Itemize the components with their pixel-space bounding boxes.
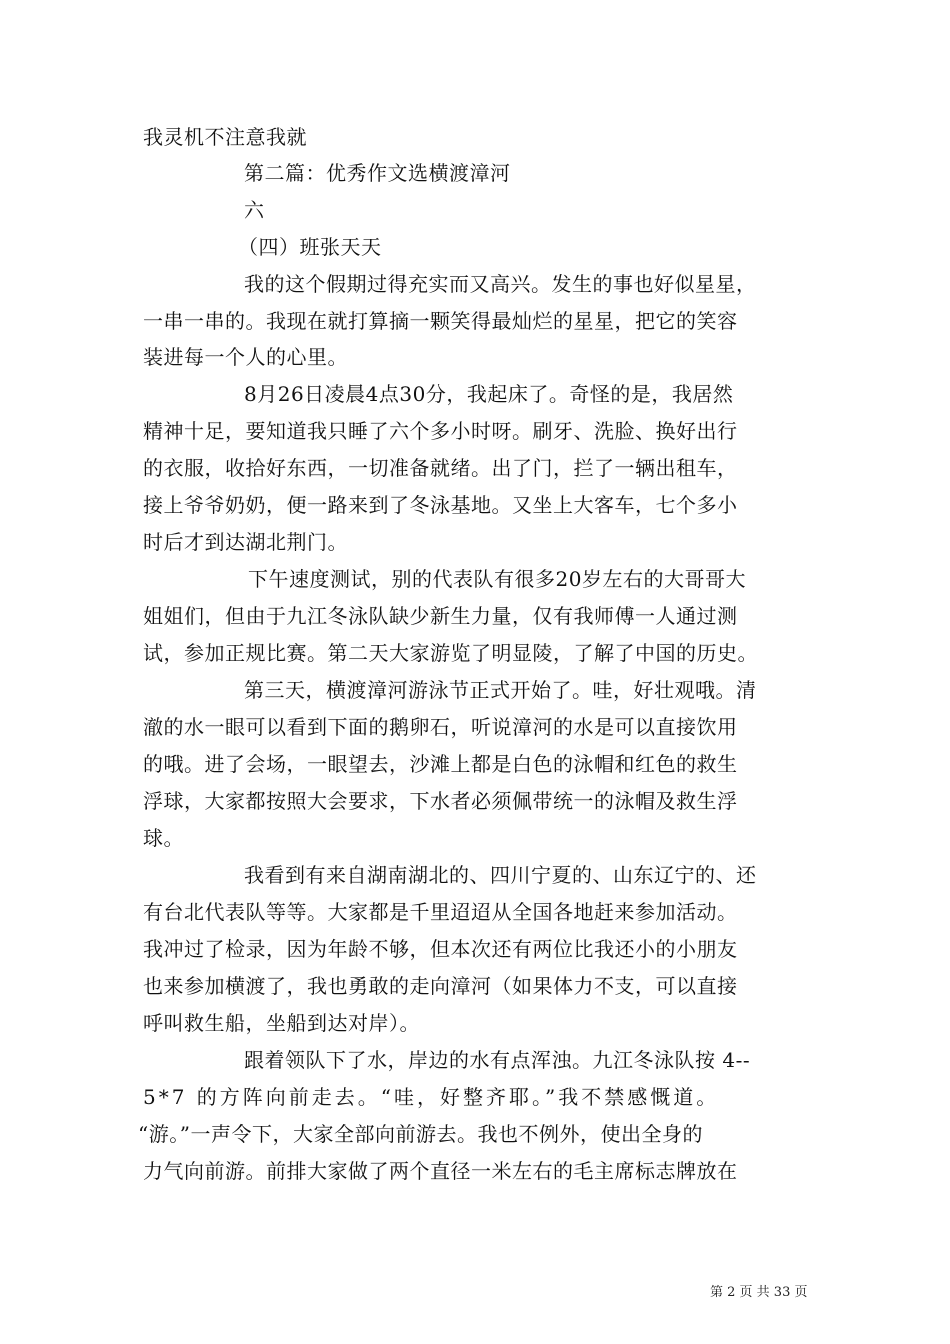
text-line: 也来参加横渡了，我也勇敢的走向漳河（如果体力不支，可以直接 [143, 974, 738, 998]
grade-label: 六 [244, 198, 265, 222]
text-line: 接上爷爷奶奶，便一路来到了冬泳基地。又坐上大客车，七个多小 [143, 493, 738, 517]
text-line: 试，参加正规比赛。第二天大家游览了明显陵，了解了中国的历史。 [143, 641, 758, 665]
text-line: “游。”一声令下，大家全部向前游去。我也不例外，使出全身的 [138, 1122, 703, 1146]
text-line: 装进每一个人的心里。 [143, 345, 348, 369]
text-line: 的哦。进了会场，一眼望去，沙滩上都是白色的泳帽和红色的救生 [143, 752, 738, 776]
text-line: 球。 [143, 826, 184, 850]
text-line: 力气向前游。前排大家做了两个直径一米左右的毛主席标志牌放在 [143, 1159, 738, 1183]
text-line: 我冲过了检录，因为年龄不够，但本次还有两位比我还小的小朋友 [143, 937, 738, 961]
text-line: 精神十足，要知道我只睡了六个多小时呀。刷牙、洗脸、换好出行 [143, 419, 738, 443]
text-fragment: 我灵机不注意我就 [143, 125, 307, 149]
text-line: 姐姐们，但由于九江冬泳队缺少新生力量，仅有我师傅一人通过测 [143, 604, 738, 628]
text-line: 有台北代表队等等。大家都是千里迢迢从全国各地赶来参加活动。 [143, 900, 738, 924]
essay-title: 第二篇：优秀作文选横渡漳河 [244, 161, 511, 185]
text-line: 澈的水一眼可以看到下面的鹅卵石，听说漳河的水是可以直接饮用 [143, 715, 738, 739]
page-number: 第 2 页 共 33 页 [710, 1285, 808, 1300]
class-author: （四）班张天天 [238, 235, 382, 259]
text-line: 的衣服，收拾好东西，一切准备就绪。出了门，拦了一辆出租车， [143, 456, 738, 480]
text-line: 一串一串的。我现在就打算摘一颗笑得最灿烂的星星，把它的笑容 [143, 309, 738, 333]
text-line: 下午速度测试，别的代表队有很多20岁左右的大哥哥大 [248, 567, 746, 591]
text-line: 时后才到达湖北荆门。 [143, 530, 348, 554]
text-line: 8月26日凌晨4点30分，我起床了。奇怪的是，我居然 [244, 382, 734, 406]
text-line: 我看到有来自湖南湖北的、四川宁夏的、山东辽宁的、还 [244, 863, 757, 887]
text-line: 呼叫救生船，坐船到达对岸）。 [143, 1011, 420, 1035]
text-line: 跟着领队下了水，岸边的水有点浑浊。九江冬泳队按 4-- [244, 1048, 751, 1072]
text-line: 5*7 的方阵向前走去。“哇，好整齐耶。”我不禁感慨道。 [143, 1085, 720, 1109]
text-line: 第三天，横渡漳河游泳节正式开始了。哇，好壮观哦。清 [244, 678, 757, 702]
text-line: 我的这个假期过得充实而又高兴。发生的事也好似星星， [244, 272, 757, 296]
text-line: 浮球，大家都按照大会要求，下水者必须佩带统一的泳帽及救生浮 [143, 789, 738, 813]
